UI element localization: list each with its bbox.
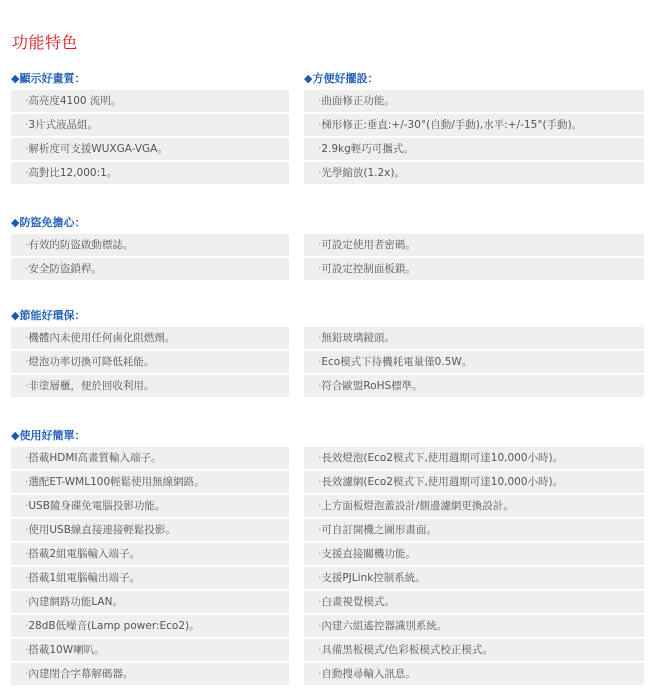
feature-item: ·搭載10W喇叭。 xyxy=(11,639,289,661)
feature-item: ·長效燈泡(Eco2模式下,使用週期可達10,000小時)。 xyxy=(304,447,644,469)
feature-item: ·具備黑板模式/色彩板模式校正模式。 xyxy=(304,639,644,661)
section-heading: ◆節能好環保： xyxy=(11,309,86,322)
feature-column-left xyxy=(11,327,289,399)
feature-item: ·可自訂開機之圖形畫面。 xyxy=(304,519,644,541)
feature-item: ·非塗層櫃，便於回收利用。 xyxy=(11,375,289,397)
feature-item: ·安全防盜鎖桿。 xyxy=(11,258,289,280)
feature-item: ·長效濾網(Eco2模式下,使用週期可達10,000小時)。 xyxy=(304,471,644,493)
feature-item: ·USB隨身碟免電腦投影功能。 xyxy=(11,495,289,517)
section-heading: ◆防盜免擔心： xyxy=(11,216,86,229)
feature-item: ·28dB低噪音(Lamp power:Eco2)。 xyxy=(11,615,289,637)
feature-item: ·無鉛玻璃鏡頭。 xyxy=(304,327,644,349)
feature-item: ·解析度可支援WUXGA-VGA。 xyxy=(11,138,289,160)
feature-item: ·曲面修正功能。 xyxy=(304,90,644,112)
feature-item: ·白畫視覺模式。 xyxy=(304,591,644,613)
feature-item: ·內建六組遙控器識別系統。 xyxy=(304,615,644,637)
feature-item: ·Eco模式下待機耗電量僅0.5W。 xyxy=(304,351,644,373)
feature-item: ·搭載HDMI高畫質輸入端子。 xyxy=(11,447,289,469)
feature-item: ·自動搜尋輸入訊息。 xyxy=(304,663,644,685)
feature-item: ·支援PJLink控制系統。 xyxy=(304,567,644,589)
feature-item: ·機體內未使用任何鹵化阻燃劑。 xyxy=(11,327,289,349)
feature-item: ·光學縮放(1.2x)。 xyxy=(304,162,644,184)
feature-item: ·搭載1組電腦輸出端子。 xyxy=(11,567,289,589)
feature-item: ·符合歐盟RoHS標準。 xyxy=(304,375,644,397)
feature-column-right xyxy=(304,90,644,186)
feature-column-right xyxy=(304,447,644,687)
section-heading: ◆使用好簡單： xyxy=(11,429,86,442)
feature-item: ·選配ET-WML100輕鬆使用無線網路。 xyxy=(11,471,289,493)
feature-item: ·上方面板燈泡蓋設計/側邊濾網更換設計。 xyxy=(304,495,644,517)
section-heading: ◆方便好擺設： xyxy=(304,72,379,85)
feature-item: ·梯形修正:垂直:+/-30°(自動/手動),水平:+/-15°(手動)。 xyxy=(304,114,644,136)
feature-item: ·可設定使用者密碼。 xyxy=(304,234,644,256)
feature-item: ·高對比12,000:1。 xyxy=(11,162,289,184)
section-heading: ◆顯示好畫質： xyxy=(11,72,86,85)
feature-item: ·可設定控制面板鎖。 xyxy=(304,258,644,280)
feature-item: ·內建網路功能LAN。 xyxy=(11,591,289,613)
feature-column-right xyxy=(304,234,644,282)
feature-item: ·3片式液晶組。 xyxy=(11,114,289,136)
feature-item: ·高亮度4100 流明。 xyxy=(11,90,289,112)
feature-column-left xyxy=(11,234,289,282)
feature-item: ·內建閉合字幕解碼器。 xyxy=(11,663,289,685)
feature-column-left xyxy=(11,447,289,687)
feature-column-right xyxy=(304,327,644,399)
feature-item: ·燈泡功率切換可降低耗能。 xyxy=(11,351,289,373)
feature-item: ·2.9kg輕巧可攜式。 xyxy=(304,138,644,160)
feature-item: ·使用USB線直接連接輕鬆投影。 xyxy=(11,519,289,541)
feature-column-left xyxy=(11,90,289,186)
feature-item: ·搭載2組電腦輸入端子。 xyxy=(11,543,289,565)
feature-item: ·支援直接關機功能。 xyxy=(304,543,644,565)
feature-item: ·有效的防盜啟動標誌。 xyxy=(11,234,289,256)
page-title: 功能特色 xyxy=(12,33,79,52)
